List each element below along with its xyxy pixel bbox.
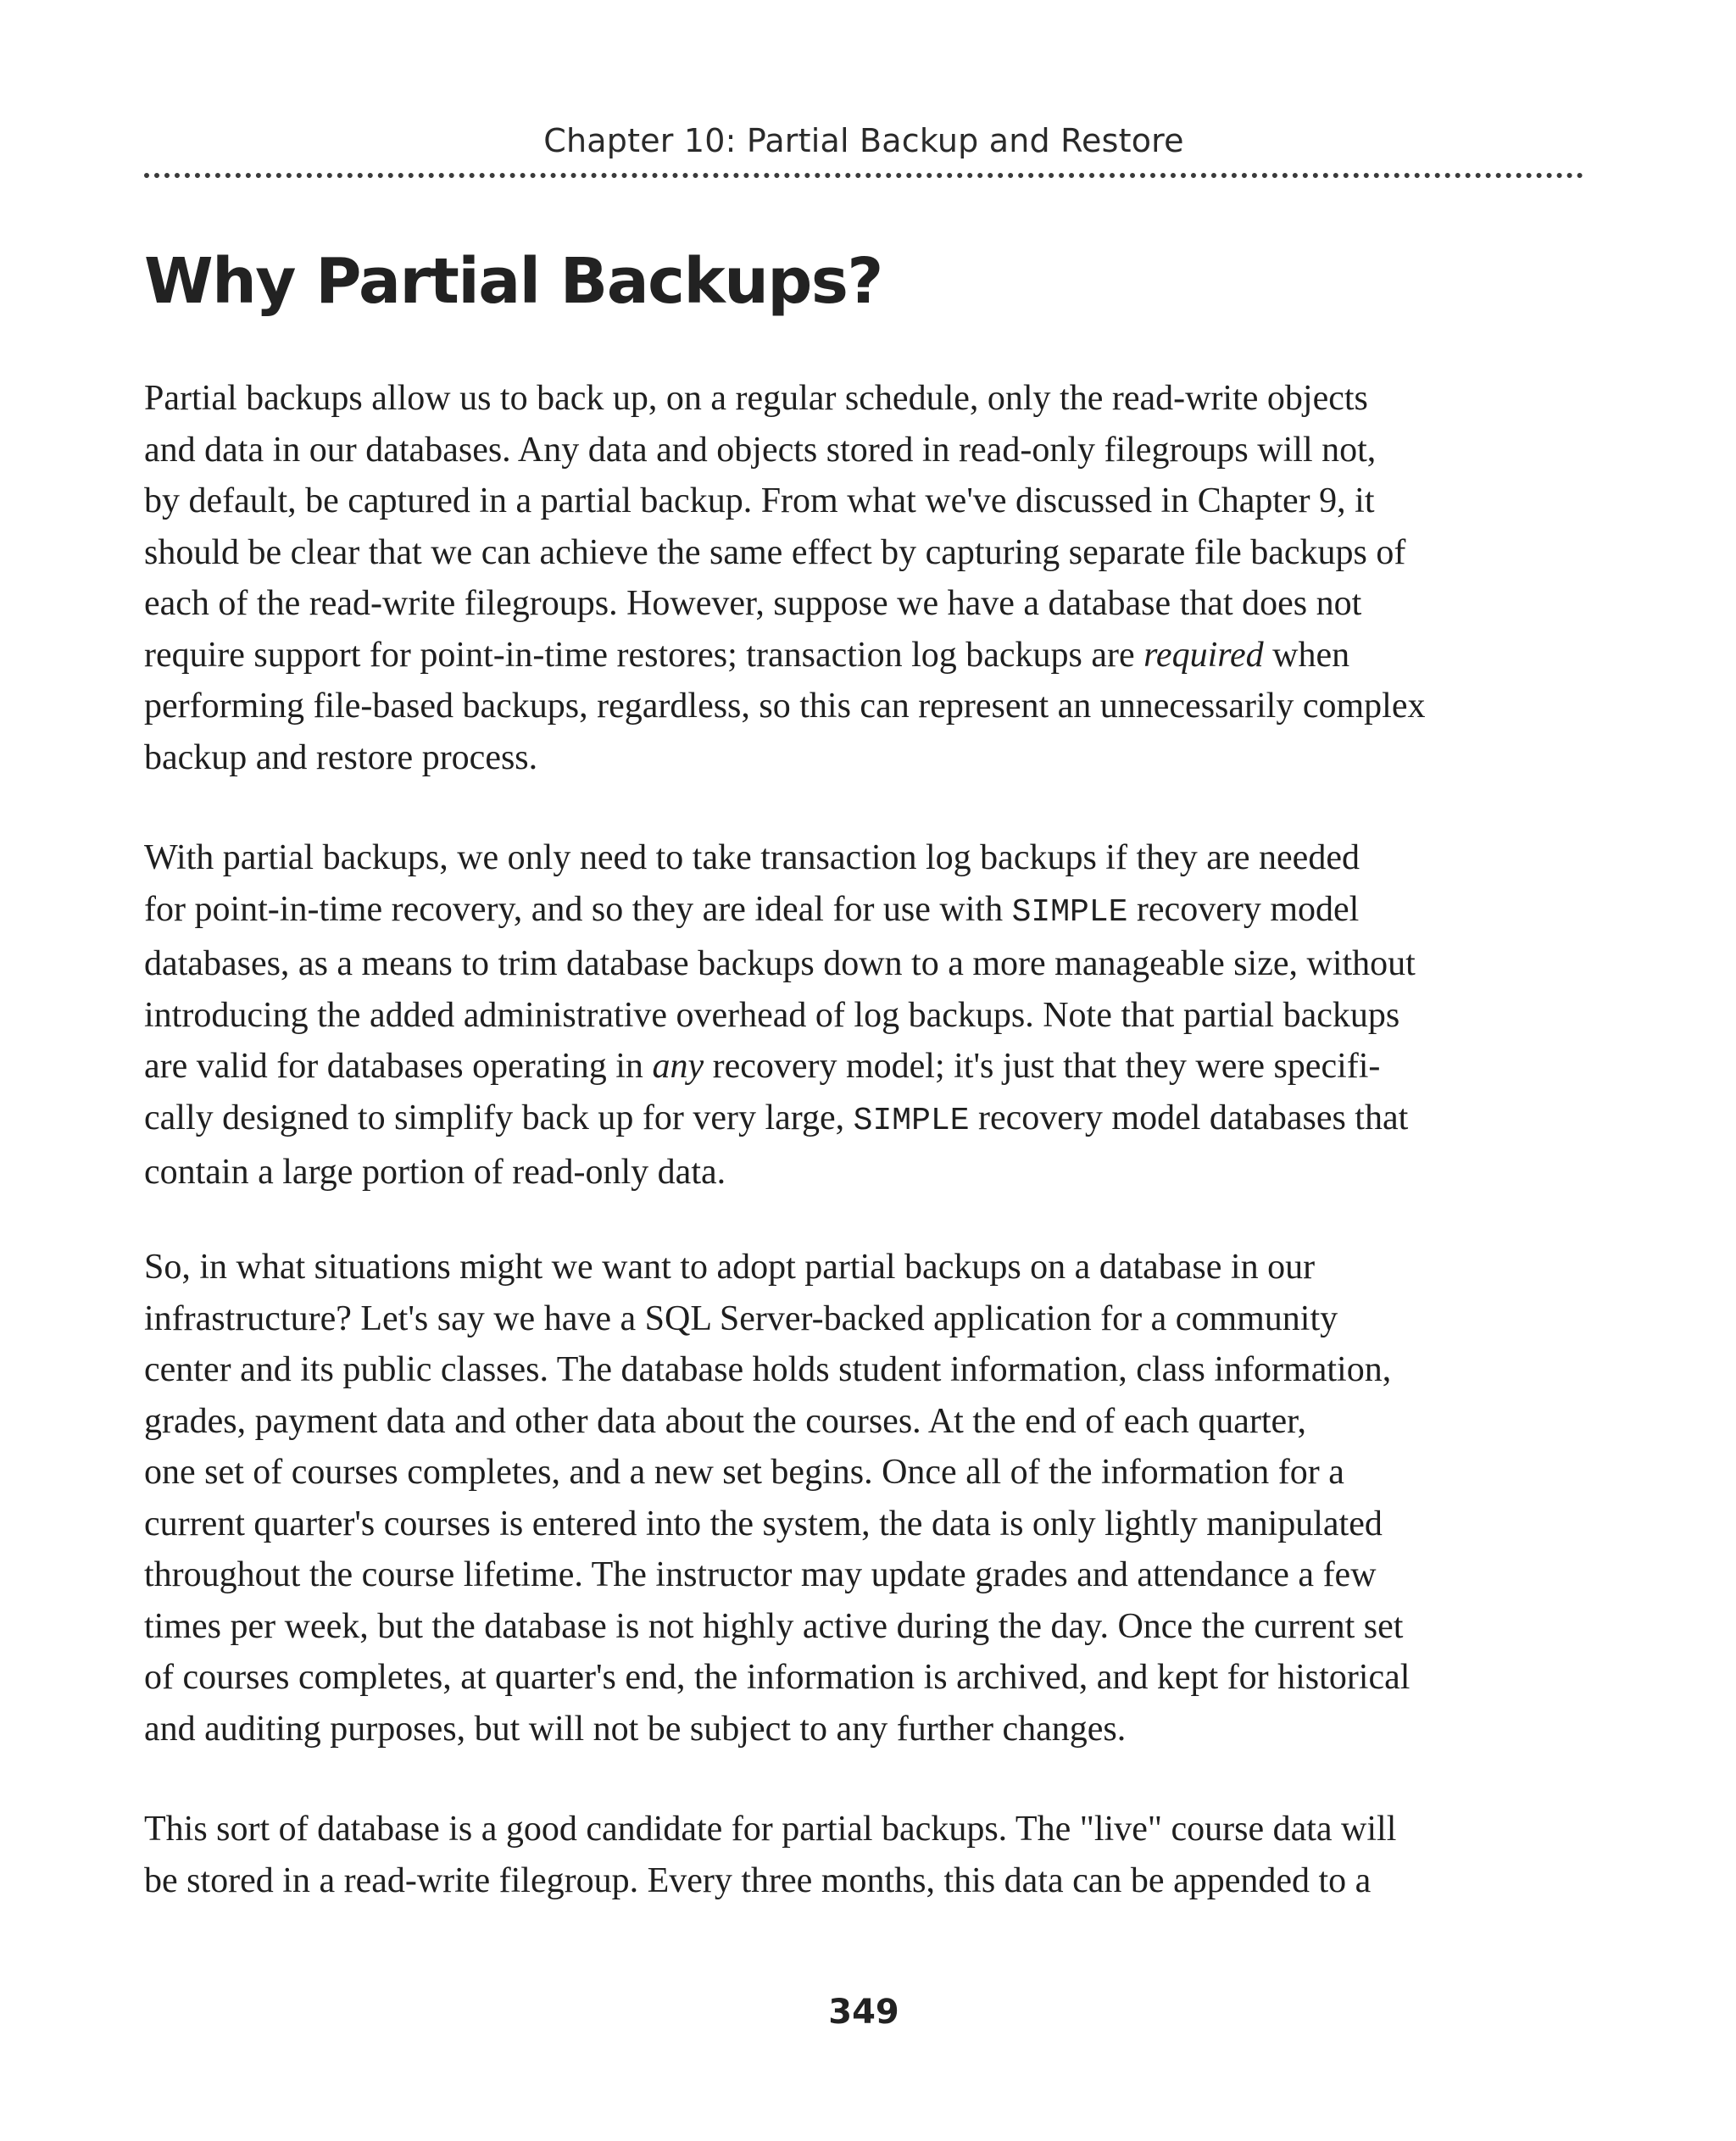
text-line <box>144 1093 1594 1148</box>
text-line: by default, be captured in a partial backup. From what we've discussed in Chapter 9, it <box>144 481 1375 520</box>
section-title: Why Partial Backups? <box>144 245 882 318</box>
page-number: 349 <box>828 1993 899 2032</box>
header-divider <box>144 173 1583 178</box>
text-line: infrastructure? Let's say we have a SQL Server-backed application for a community <box>144 1299 1338 1338</box>
running-head: Chapter 10: Partial Backup and Restore <box>543 122 1184 159</box>
text-line <box>144 630 1594 681</box>
text-run: for point-in-time recovery, and so they are ideal for use with <box>144 889 1012 929</box>
text-run: cally designed to simplify back up for very large, <box>144 1098 854 1137</box>
text-line: and auditing purposes, but will not be subject to any further changes. <box>144 1709 1127 1749</box>
text-line: should be clear that we can achieve the same effect by capturing separate file backups of <box>144 532 1406 572</box>
text-line: databases, as a means to trim database backups down to a more manageable size, without <box>144 944 1416 983</box>
text-run: are valid for databases operating in <box>144 1047 653 1086</box>
emphasis-required: required <box>1143 635 1264 675</box>
paragraph-3 <box>144 1242 1594 1755</box>
text-line: introducing the added administrative overhead of log backups. Note that partial backups <box>144 995 1400 1035</box>
text-run: when <box>1263 635 1350 675</box>
text-run: recovery model; it's just that they were specifi- <box>704 1047 1381 1086</box>
text-run: recovery model databases that <box>969 1098 1409 1137</box>
text-line: be stored in a read-write filegroup. Every three months, this data can be appended to a <box>144 1860 1372 1900</box>
text-line: performing file-based backups, regardless, so this can represent an unnecessarily complex <box>144 687 1426 726</box>
code-simple: SIMPLE <box>853 1102 970 1139</box>
text-line: grades, payment data and other data about the courses. At the end of each quarter, <box>144 1401 1306 1441</box>
text-line <box>144 1041 1594 1093</box>
text-line: each of the read-write filegroups. However, suppose we have a database that does not <box>144 584 1362 623</box>
text-line: With partial backups, we only need to take transaction log backups if they are needed <box>144 838 1360 877</box>
text-line: throughout the course lifetime. The instructor may update grades and attendance a few <box>144 1555 1377 1594</box>
text-line: Partial backups allow us to back up, on a regular schedule, only the read-write objects <box>144 379 1368 418</box>
text-line: of courses completes, at quarter's end, the information is archived, and kept for historical <box>144 1658 1410 1697</box>
text-run: recovery model <box>1127 889 1360 929</box>
text-line: one set of courses completes, and a new set begins. Once all of the information for a <box>144 1453 1344 1492</box>
text-line: This sort of database is a good candidate for partial backups. The "live" course data will <box>144 1810 1397 1849</box>
paragraph-1 <box>144 373 1594 783</box>
text-line: and data in our databases. Any data and objects stored in read-only filegroups will not, <box>144 430 1377 470</box>
paragraph-4 <box>144 1804 1594 1906</box>
paragraph-2 <box>144 832 1594 1198</box>
text-line: current quarter's courses is entered into the system, the data is only lightly manipulated <box>144 1504 1383 1543</box>
text-line: contain a large portion of read-only data. <box>144 1153 726 1192</box>
emphasis-any: any <box>652 1047 704 1086</box>
text-line: So, in what situations might we want to adopt partial backups on a database in our <box>144 1248 1316 1287</box>
text-run: require support for point-in-time restores; transaction log backups are <box>144 635 1144 675</box>
text-line: backup and restore process. <box>144 737 538 777</box>
text-line: times per week, but the database is not highly active during the day. Once the current set <box>144 1606 1404 1646</box>
text-line: center and its public classes. The database holds student information, class information, <box>144 1350 1392 1389</box>
text-line <box>144 884 1594 939</box>
code-simple: SIMPLE <box>1011 893 1128 931</box>
